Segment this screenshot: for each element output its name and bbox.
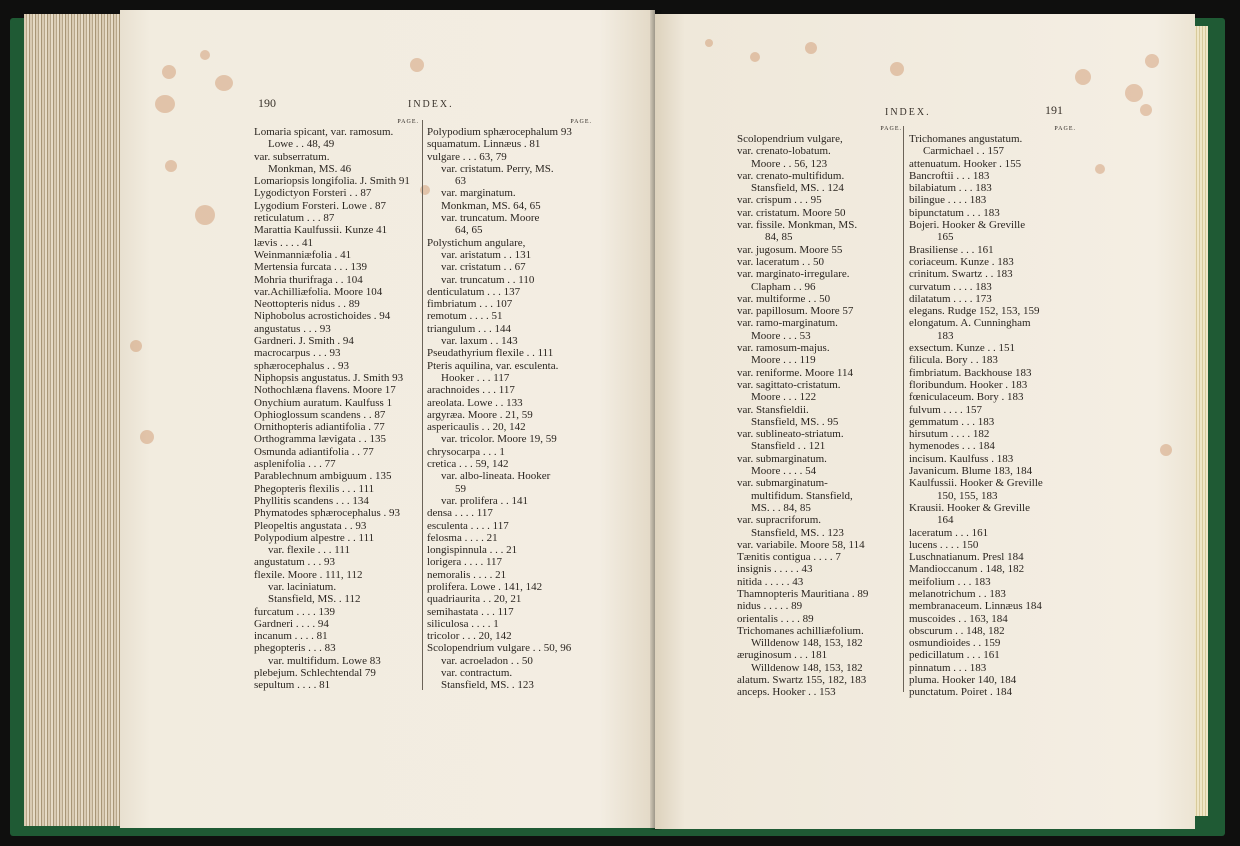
- index-entry: var. cristatum . . 67: [441, 261, 526, 274]
- column-rule: [422, 120, 423, 690]
- index-entry: plebejum. Schlechtendal 79: [254, 667, 376, 680]
- index-entry: insignis . . . . . 43: [737, 563, 813, 576]
- foxing-spot: [1075, 69, 1091, 85]
- index-entry: flexile. Moore . 111, 112: [254, 568, 363, 581]
- index-entry: Mertensia furcata . . . 139: [254, 261, 368, 274]
- index-entry: macrocarpus . . . 93: [254, 347, 341, 360]
- index-entry: Osmunda adiantifolia . . 77: [254, 445, 374, 458]
- index-entry: Mohria thurifraga . . 104: [254, 273, 363, 286]
- index-entry: pedicillatum . . . 161: [909, 649, 1000, 662]
- foxing-spot: [155, 95, 175, 113]
- index-entry: var. cristatum. Perry, MS.: [441, 162, 554, 175]
- index-entry: var. marginato-irregulare.: [737, 268, 850, 281]
- index-entry: Lowe . . 48, 49: [268, 138, 335, 151]
- index-entry: anceps. Hooker . . 153: [737, 686, 836, 699]
- index-entry: var.Achilliæfolia. Moore 104: [254, 285, 383, 298]
- foxing-spot: [165, 160, 177, 172]
- index-entry: var. albo-lineata. Hooker: [441, 470, 551, 483]
- index-entry: var. laciniatum.: [268, 580, 337, 593]
- index-column-1: [737, 125, 902, 699]
- index-entry: Carmichael . . 157: [923, 145, 1004, 158]
- index-entry: Onychium auratum. Kaulfuss 1: [254, 396, 393, 409]
- index-entry: Javanicum. Blume 183, 184: [909, 465, 1033, 478]
- index-entry: nidus . . . . . 89: [737, 600, 803, 613]
- index-entry: argyræa. Moore . 21, 59: [427, 408, 533, 421]
- index-entry: var. crenato-lobatum.: [737, 145, 831, 158]
- index-entry: aspericaulis . . 20, 142: [427, 421, 526, 434]
- index-entry: denticulatum . . . 137: [427, 285, 521, 298]
- index-entry: fimbriatum . . . 107: [427, 298, 513, 311]
- index-entry: lorigera . . . . 117: [427, 556, 503, 569]
- index-entry: Gardneri. J. Smith . 94: [254, 335, 354, 348]
- index-entry: esculenta . . . . 117: [427, 519, 509, 532]
- index-entry: vulgare . . . 63, 79: [427, 150, 507, 163]
- index-entry: remotum . . . . 51: [427, 310, 503, 323]
- foxing-spot: [195, 205, 215, 225]
- foxing-spot: [140, 430, 154, 444]
- index-column-2: [909, 125, 1076, 699]
- index-entry: nitida . . . . . 43: [737, 575, 804, 588]
- index-entry: curvatum . . . . 183: [909, 280, 992, 293]
- index-entry: coriaceum. Kunze . 183: [909, 255, 1014, 268]
- foxing-spot: [1125, 84, 1143, 102]
- index-entry: Krausii. Hooker & Greville: [909, 501, 1030, 514]
- index-entry: meifolium . . . 183: [909, 575, 991, 588]
- index-entry: æruginosum . . . 181: [737, 649, 828, 662]
- index-entry: nemoralis . . . . 21: [427, 568, 507, 581]
- index-entry: Scolopendrium vulgare . . 50, 96: [427, 642, 572, 655]
- index-entry: Moore . . . . 54: [751, 465, 817, 478]
- index-entry: var. flexile . . . 111: [268, 544, 350, 557]
- index-entry: chrysocarpa . . . 1: [427, 445, 505, 458]
- index-entry: 63: [455, 175, 466, 188]
- index-entry: fulvum . . . . 157: [909, 403, 983, 416]
- foxing-spot: [750, 52, 760, 62]
- index-entry: hymenodes . . . 184: [909, 440, 995, 453]
- index-entry: Pseudathyrium flexile . . 111: [427, 347, 554, 360]
- index-entry: Kaulfussii. Hooker & Greville: [909, 477, 1043, 490]
- index-entry: 164: [937, 514, 954, 527]
- index-entry: var. marginatum.: [441, 187, 516, 200]
- index-entry: Phymatodes sphærocephalus . 93: [254, 507, 401, 520]
- index-entry: Stansfield, MS. . 112: [268, 593, 361, 606]
- index-entry: Marattia Kaulfussii. Kunze 41: [254, 224, 388, 237]
- index-entry: 150, 155, 183: [937, 489, 998, 502]
- index-entry: Phyllitis scandens . . . 134: [254, 494, 369, 507]
- index-entry: Tænitis contigua . . . . 7: [737, 551, 841, 564]
- foxing-spot: [162, 65, 176, 79]
- index-entry: angustatum . . . 93: [254, 556, 335, 569]
- foxing-spot: [215, 75, 233, 91]
- index-entry: Stansfield . . 121: [751, 440, 826, 453]
- index-entry: Scolopendrium vulgare,: [737, 133, 843, 145]
- index-entry: attenuatum. Hooker . 155: [909, 157, 1022, 170]
- index-entry: laceratum . . . 161: [909, 526, 989, 539]
- index-entry: var. contractum.: [441, 667, 513, 680]
- index-entry: siliculosa . . . . 1: [427, 617, 499, 630]
- index-entry: Monkman, MS. 64, 65: [441, 199, 541, 212]
- index-entry: Stansfield, MS. . 124: [751, 182, 844, 195]
- index-entry: lævis . . . . 41: [254, 236, 313, 249]
- index-entry: Niphopsis angustatus. J. Smith 93: [254, 371, 404, 384]
- index-entry: Moore . . 56, 123: [751, 157, 828, 170]
- index-entry: tricolor . . . 20, 142: [427, 630, 512, 643]
- index-entry: Parablechnum ambiguum . 135: [254, 470, 392, 483]
- index-entry: melanotrichum . . 183: [909, 587, 1006, 600]
- index-entry: felosma . . . . 21: [427, 531, 498, 544]
- index-entry: 64, 65: [455, 224, 483, 237]
- index-entry: var. variabile. Moore 58, 114: [737, 538, 865, 551]
- index-entry: membranaceum. Linnæus 184: [909, 600, 1042, 613]
- index-entry: Pteris aquilina, var. esculenta.: [427, 359, 559, 372]
- index-entry: var. tricolor. Moore 19, 59: [441, 433, 557, 446]
- index-entry: Lomariopsis longifolia. J. Smith 91: [254, 175, 410, 188]
- foxing-spot: [1140, 104, 1152, 116]
- index-entry: var. multifidum. Lowe 83: [268, 654, 381, 667]
- index-entry: var. supracriforum.: [737, 514, 821, 527]
- index-entry: muscoides . . 163, 184: [909, 612, 1008, 625]
- page-number: 190: [258, 96, 276, 110]
- index-entry: var. papillosum. Moore 57: [737, 305, 854, 318]
- index-entry: Polystichum angulare,: [427, 236, 526, 249]
- index-entry: var. jugosum. Moore 55: [737, 243, 843, 256]
- index-entry: furcatum . . . . 139: [254, 605, 335, 618]
- index-entry: densa . . . . 117: [427, 507, 493, 520]
- index-entry: obscurum . . 148, 182: [909, 624, 1005, 637]
- index-entry: Hooker . . . 117: [441, 371, 510, 384]
- index-entry: Neottopteris nidus . . 89: [254, 298, 360, 311]
- index-entry: Monkman, MS. 46: [268, 162, 352, 175]
- index-entry: Moore . . . 122: [751, 391, 817, 404]
- index-entry: Thamnopteris Mauritiana . 89: [737, 587, 869, 600]
- index-entry: cretica . . . 59, 142: [427, 458, 509, 471]
- index-entry: Mandioccanum . 148, 182: [909, 563, 1025, 576]
- index-entry: Trichomanes angustatum.: [909, 133, 1023, 145]
- index-entry: incisum. Kaulfuss . 183: [909, 452, 1014, 465]
- index-entry: Polypodium sphærocephalum 93: [427, 126, 572, 138]
- index-entry: Trichomanes achilliæfolium.: [737, 624, 864, 637]
- index-entry: reticulatum . . . 87: [254, 212, 335, 225]
- index-entry: var. sagittato-cristatum.: [737, 378, 841, 391]
- index-column-1: [254, 118, 419, 692]
- index-entry: exsectum. Kunze . . 151: [909, 342, 1015, 355]
- running-header: INDEX.: [885, 107, 931, 118]
- index-entry: Polypodium alpestre . . 111: [254, 531, 375, 544]
- index-entry: lucens . . . . 150: [909, 538, 979, 551]
- index-entry: var. aristatum . . 131: [441, 248, 532, 261]
- left-page: [120, 10, 655, 828]
- index-entry: Stansfield, MS. . 95: [751, 415, 839, 428]
- index-entry: pluma. Hooker 140, 184: [909, 674, 1017, 687]
- index-entry: var. acroeladon . . 50: [441, 654, 533, 667]
- index-entry: sphærocephalus . . 93: [254, 359, 350, 372]
- foxing-spot: [1160, 444, 1172, 456]
- index-entry: var. ramosum-majus.: [737, 342, 830, 355]
- index-entry: 183: [937, 329, 954, 342]
- index-entry: quadriaurita . . 20, 21: [427, 593, 522, 606]
- index-entry: filicula. Bory . . 183: [909, 354, 998, 367]
- index-entry: bilabiatum . . . 183: [909, 182, 992, 195]
- index-entry: arachnoides . . . 117: [427, 384, 515, 397]
- index-entry: Moore . . . 119: [751, 354, 816, 367]
- index-entry: longispinnula . . . 21: [427, 544, 518, 557]
- index-entry: bilingue . . . . 183: [909, 194, 987, 207]
- index-entry: Moore . . . 53: [751, 329, 811, 342]
- page-label: PAGE.: [1054, 126, 1076, 132]
- index-entry: Lygodium Forsteri. Lowe . 87: [254, 199, 386, 212]
- index-entry: floribundum. Hooker . 183: [909, 378, 1028, 391]
- index-entry: var. reniforme. Moore 114: [737, 366, 853, 379]
- index-entry: semihastata . . . 117: [427, 605, 514, 618]
- index-entry: var. crispum . . . 95: [737, 194, 822, 207]
- index-entry: asplenifolia . . . 77: [254, 458, 336, 471]
- foxing-spot: [130, 340, 142, 352]
- index-entry: Phegopteris flexilis . . . 111: [254, 482, 375, 495]
- index-entry: 84, 85: [765, 231, 793, 244]
- index-entry: var. laxum . . 143: [441, 335, 518, 348]
- index-entry: hirsutum . . . . 182: [909, 428, 990, 441]
- index-entry: Ornithopteris adiantifolia . 77: [254, 421, 385, 434]
- page-number: 191: [1045, 103, 1063, 117]
- index-entry: var. submarginatum-: [737, 477, 828, 490]
- index-entry: var. crenato-multifidum.: [737, 169, 845, 182]
- index-entry: prolifera. Lowe . 141, 142: [427, 580, 543, 593]
- index-entry: Niphobolus acrostichoides . 94: [254, 310, 391, 323]
- column-rule: [903, 126, 904, 692]
- foxing-spot: [805, 42, 817, 54]
- page-label: PAGE.: [570, 119, 592, 125]
- index-entry: Bojeri. Hooker & Greville: [909, 219, 1026, 232]
- index-entry: orientalis . . . . 89: [737, 612, 814, 625]
- page-label: PAGE.: [880, 126, 902, 132]
- running-header: INDEX.: [408, 99, 454, 110]
- index-entry: MS. . . 84, 85: [751, 501, 811, 514]
- foxing-spot: [200, 50, 210, 60]
- index-entry: sepultum . . . . 81: [254, 679, 331, 692]
- index-entry: osmundioides . . 159: [909, 637, 1001, 650]
- index-entry: var. multiforme . . 50: [737, 292, 831, 305]
- index-entry: angustatus . . . 93: [254, 322, 331, 335]
- index-entry: Orthogramma lævigata . . 135: [254, 433, 386, 446]
- index-entry: Pleopeltis angustata . . 93: [254, 519, 367, 532]
- index-entry: bipunctatum . . . 183: [909, 206, 1000, 219]
- foxing-spot: [890, 62, 904, 76]
- index-entry: var. ramo-marginatum.: [737, 317, 838, 330]
- right-page: [655, 14, 1195, 829]
- index-entry: Stansfield, MS. . 123: [751, 526, 844, 539]
- index-entry: var. prolifera . . 141: [441, 494, 529, 507]
- index-entry: Willdenow 148, 153, 182: [751, 637, 863, 650]
- foxing-spot: [1145, 54, 1159, 68]
- index-entry: var. sublineato-striatum.: [737, 428, 844, 441]
- index-entry: var. cristatum. Moore 50: [737, 206, 846, 219]
- index-entry: gemmatum . . . 183: [909, 415, 995, 428]
- index-entry: Lomaria spicant, var. ramosum.: [254, 126, 394, 138]
- page-label: PAGE.: [397, 119, 419, 125]
- index-entry: Nothochlæna flavens. Moore 17: [254, 384, 396, 397]
- index-entry: Clapham . . 96: [751, 280, 816, 293]
- index-entry: multifidum. Stansfield,: [751, 489, 853, 502]
- index-entry: 165: [937, 231, 954, 244]
- index-entry: elongatum. A. Cunningham: [909, 317, 1031, 330]
- index-column-2: [427, 118, 592, 692]
- index-entry: incanum . . . . 81: [254, 630, 328, 643]
- index-entry: alatum. Swartz 155, 182, 183: [737, 674, 867, 687]
- index-entry: var. subserratum.: [254, 150, 330, 163]
- index-entry: Bancroftii . . . 183: [909, 169, 990, 182]
- index-entry: var. laceratum . . 50: [737, 255, 825, 268]
- index-entry: Weinmanniæfolia . 41: [254, 248, 352, 261]
- index-entry: var. truncatum . . 110: [441, 273, 535, 286]
- index-entry: fimbriatum. Backhouse 183: [909, 366, 1032, 379]
- index-entry: Ophioglossum scandens . . 87: [254, 408, 386, 421]
- index-entry: Gardneri . . . . 94: [254, 617, 329, 630]
- index-entry: var. submarginatum.: [737, 452, 827, 465]
- page-edges-left: [24, 14, 134, 826]
- index-entry: var. Stansfieldii.: [737, 403, 809, 416]
- index-entry: phegopteris . . . 83: [254, 642, 336, 655]
- foxing-spot: [1095, 164, 1105, 174]
- index-entry: Lygodictyon Forsteri . . 87: [254, 187, 372, 200]
- index-entry: fœniculaceum. Bory . 183: [909, 391, 1024, 404]
- index-entry: elegans. Rudge 152, 153, 159: [909, 305, 1040, 318]
- index-entry: pinnatum . . . 183: [909, 661, 987, 674]
- index-entry: var. fissile. Monkman, MS.: [737, 219, 858, 232]
- index-entry: punctatum. Poiret . 184: [909, 686, 1012, 699]
- index-entry: var. truncatum. Moore: [441, 212, 540, 225]
- foxing-spot: [705, 39, 713, 47]
- index-entry: 59: [455, 482, 466, 495]
- index-entry: squamatum. Linnæus . 81: [427, 138, 541, 151]
- index-entry: Brasiliense . . . 161: [909, 243, 994, 256]
- index-entry: Luschnatianum. Presl 184: [909, 551, 1024, 564]
- index-entry: areolata. Lowe . . 133: [427, 396, 523, 409]
- index-entry: crinitum. Swartz . . 183: [909, 268, 1013, 281]
- index-entry: triangulum . . . 144: [427, 322, 512, 335]
- index-entry: Stansfield, MS. . 123: [441, 679, 534, 692]
- index-entry: dilatatum . . . . 173: [909, 292, 992, 305]
- foxing-spot: [410, 58, 424, 72]
- index-entry: Willdenow 148, 153, 182: [751, 661, 863, 674]
